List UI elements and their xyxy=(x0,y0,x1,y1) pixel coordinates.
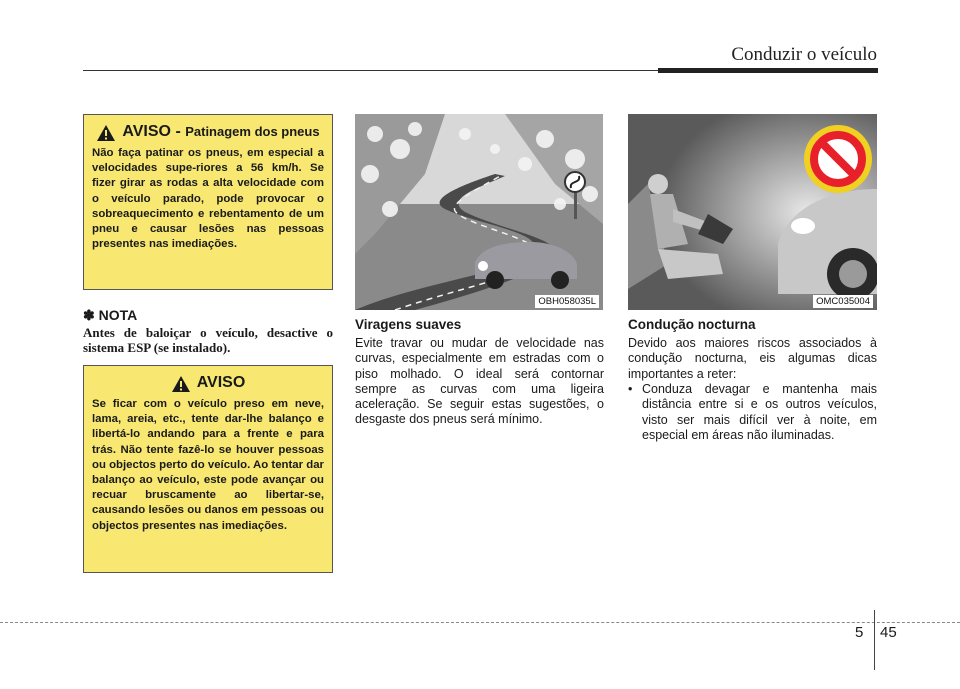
page-number: 45 xyxy=(880,624,897,641)
warning-dash: - xyxy=(171,123,186,140)
warning-text: Não faça patinar os pneus, em especial a velocidades supe-riores a 56 km/h. Se fizer girar as rodas a alta velocidade com o veículo parado, pode provocar o sobreaquecimento e rebentamento de um pneu e causar lesões nas pessoas presentes nas imediações. xyxy=(92,147,324,251)
warning-label: AVISO xyxy=(122,123,171,140)
warning-title xyxy=(92,123,324,142)
night-driving-image xyxy=(628,114,877,310)
prohibition-icon xyxy=(804,125,872,193)
footer-rule xyxy=(0,622,960,623)
illustration-night-driving xyxy=(628,114,877,310)
chapter-number: 5 xyxy=(855,624,864,641)
warning-title xyxy=(92,374,324,393)
warning-box-stuck-vehicle xyxy=(83,365,333,573)
section-title-smooth-curves: Viragens suaves xyxy=(355,317,462,332)
warning-subtitle: Patinagem dos pneus xyxy=(185,124,320,139)
illustration-winding-road xyxy=(355,114,603,310)
section-title-night-driving: Condução nocturna xyxy=(628,317,756,332)
bullet-mark: • xyxy=(628,382,633,396)
warning-text: Se ficar com o veículo preso em neve, lama, areia, etc., tente dar-lhe balanço e libertá-lo andando para a frente e para trás. Não tente fazê-lo se houver pessoas ou objectos perto do veículo. Ao tentar dar balanço ao veículo, este pode avançar ou recuar bruscamente ao libertar-se, causando lesões ou danos em pessoas ou objectos presentes nas imediações. xyxy=(92,398,324,532)
winding-road-image xyxy=(355,114,603,310)
note-text: Antes de baloiçar o veículo, desactive o sistema ESP (se instalado). xyxy=(83,325,333,355)
image-code-caption: OBH058035L xyxy=(535,295,599,308)
warning-triangle-icon xyxy=(171,375,191,393)
note-title: ✽ NOTA xyxy=(83,307,138,323)
running-header-title: Conduzir o veículo xyxy=(731,44,877,65)
warning-box-tire-spin xyxy=(83,114,333,290)
bullet-text: Conduza devagar e mantenha mais distância entre si e os outros veículos, visto ser mais difícil ver à noite, em especial em áreas não iluminadas. xyxy=(642,382,877,442)
warning-triangle-icon xyxy=(96,124,116,142)
header-rule-accent xyxy=(658,68,878,73)
section-text-night-driving: Devido aos maiores riscos associados à condução nocturna, eis algumas dicas importantes a reter: xyxy=(628,336,877,381)
section-text-smooth-curves: Evite travar ou mudar de velocidade nas curvas, especialmente em estradas com o piso molhado. O ideal será contornar sempre as curvas com uma ligeira aceleração. Se seguir estas sugestões, o desgaste dos pneus será mínimo. xyxy=(355,336,604,427)
image-code-caption: OMC035004 xyxy=(813,295,873,308)
list-item xyxy=(628,382,877,443)
footer-divider xyxy=(874,610,875,670)
warning-label: AVISO xyxy=(196,374,246,391)
